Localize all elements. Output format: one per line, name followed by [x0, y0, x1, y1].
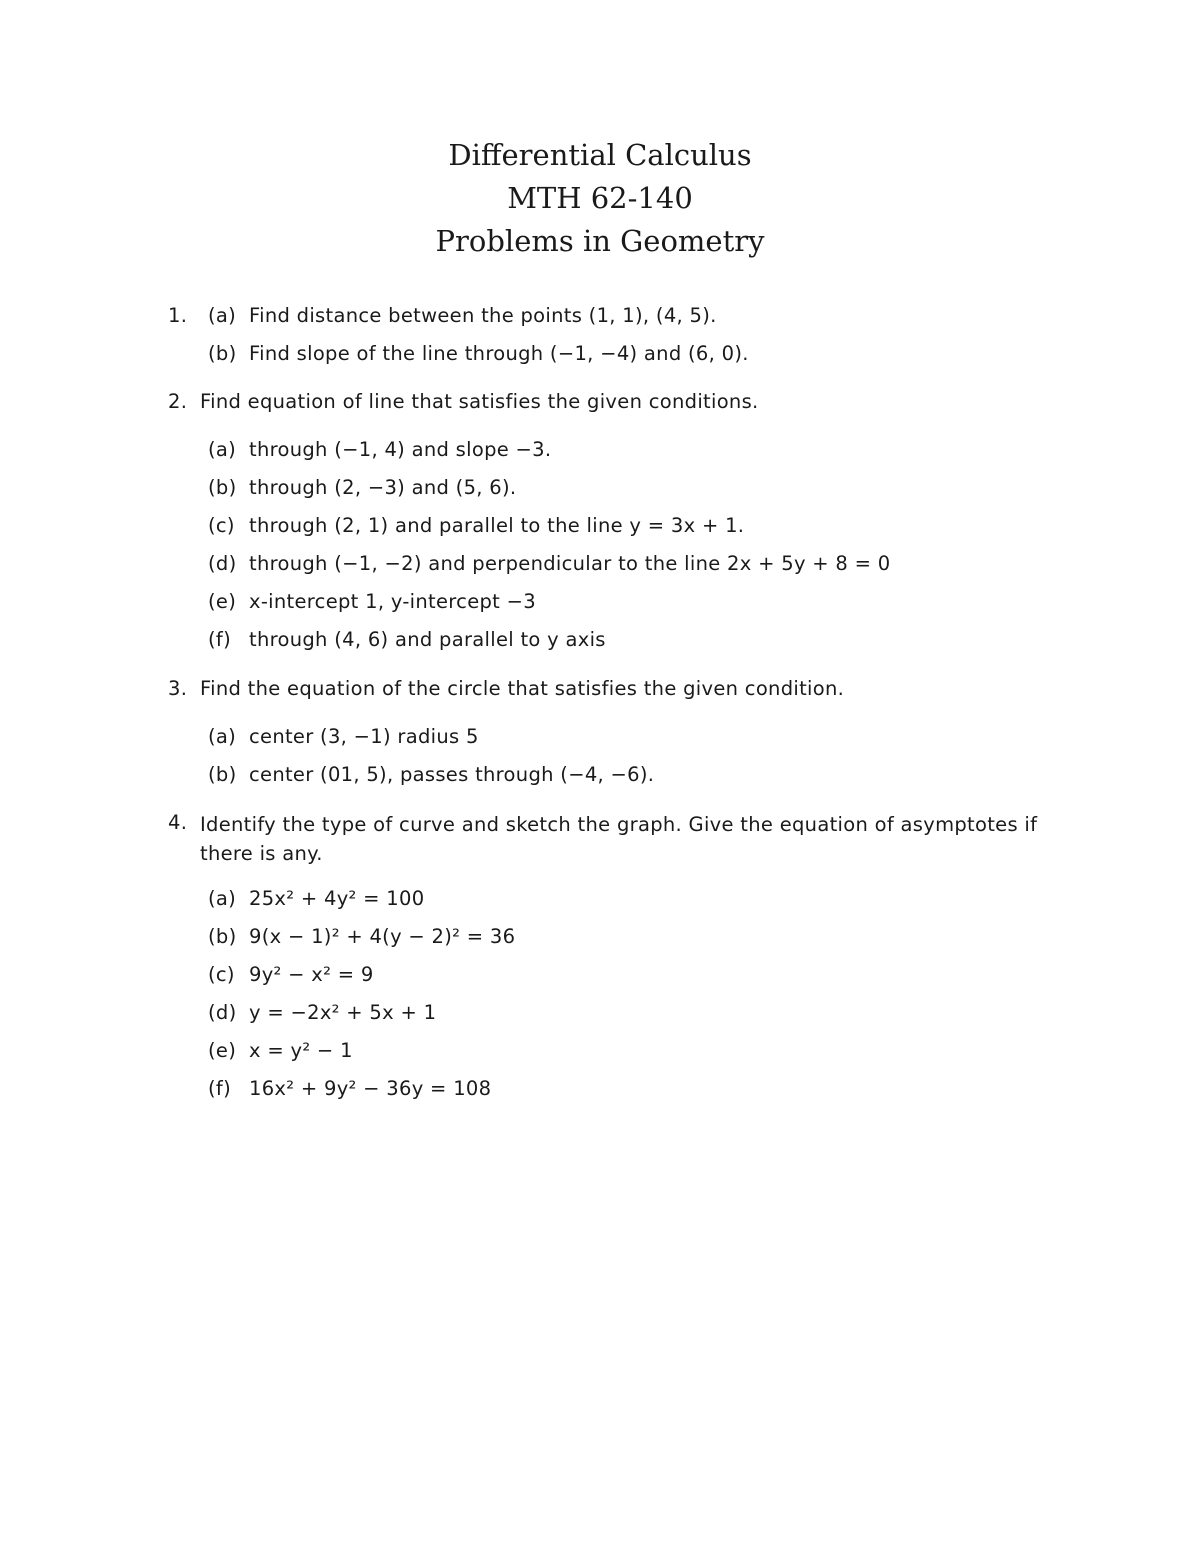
worksheet-topic: Problems in Geometry [435, 224, 765, 258]
problem-number: 2. [168, 390, 188, 413]
part-text: 9y² − x² = 9 [249, 963, 374, 986]
part-text: y = −2x² + 5x + 1 [249, 1001, 437, 1024]
part-label: (b) [208, 763, 237, 786]
part-text: through (4, 6) and parallel to y axis [249, 628, 606, 651]
part-text: center (3, −1) radius 5 [249, 725, 479, 748]
part-label: (a) [208, 887, 237, 910]
part-label: (b) [208, 342, 237, 365]
part-text: through (2, −3) and (5, 6). [249, 476, 517, 499]
problem-number: 1. [168, 304, 188, 327]
problem-number: 3. [168, 677, 188, 700]
part-label: (d) [208, 1001, 237, 1024]
part-label: (d) [208, 552, 237, 575]
part-label: (f) [208, 628, 231, 651]
part-label: (e) [208, 1039, 237, 1062]
part-text: 9(x − 1)² + 4(y − 2)² = 36 [249, 925, 516, 948]
part-label: (a) [208, 438, 237, 461]
part-text: center (01, 5), passes through (−4, −6). [249, 763, 655, 786]
part-label: (a) [208, 725, 237, 748]
part-text: through (−1, 4) and slope −3. [249, 438, 552, 461]
problem-statement: Find the equation of the circle that satisfies the given condition. [200, 677, 845, 700]
part-label: (e) [208, 590, 237, 613]
part-text: through (−1, −2) and perpendicular to the line 2x + 5y + 8 = 0 [249, 552, 891, 575]
part-text: through (2, 1) and parallel to the line y = 3x + 1. [249, 514, 745, 537]
title-block [0, 134, 1200, 263]
problem-statement: Find equation of line that satisfies the given conditions. [200, 390, 759, 413]
problem-number: 4. [168, 811, 188, 834]
part-text: Find distance between the points (1, 1), (4, 5). [249, 304, 717, 327]
problem-statement: Identify the type of curve and sketch the graph. Give the equation of asymptotes if there is any. [200, 813, 1038, 865]
part-label: (f) [208, 1077, 231, 1100]
part-label: (c) [208, 963, 235, 986]
course-title: Differential Calculus [448, 138, 752, 172]
part-text: x = y² − 1 [249, 1039, 353, 1062]
part-label: (a) [208, 304, 237, 327]
part-text: x-intercept 1, y-intercept −3 [249, 590, 536, 613]
course-code: MTH 62-140 [507, 181, 693, 215]
part-label: (c) [208, 514, 235, 537]
part-text: 25x² + 4y² = 100 [249, 887, 425, 910]
part-text: 16x² + 9y² − 36y = 108 [249, 1077, 492, 1100]
part-label: (b) [208, 925, 237, 948]
part-label: (b) [208, 476, 237, 499]
part-text: Find slope of the line through (−1, −4) and (6, 0). [249, 342, 749, 365]
